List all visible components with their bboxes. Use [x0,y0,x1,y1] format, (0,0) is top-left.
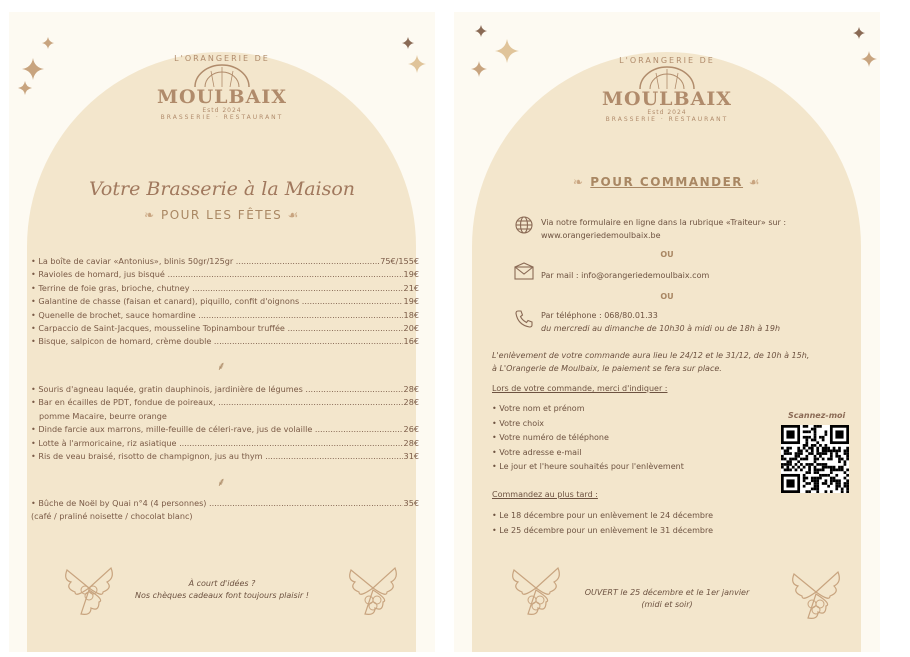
menu-item-label: • Dinde farcie aux marrons, mille-feuille de céleri-rave, jus de volaille ..... [31,424,403,434]
or-separator: OU [660,250,674,259]
footer-line: Nos chèques cadeaux font toujours plaisir ! [135,591,309,600]
opening-line: OUVERT le 25 décembre et le 1er janvier [584,588,750,597]
menu-item-price: 28€ [403,437,419,448]
menu-item-label: • Galantine de chasse (faisan et canard), piquillo, confit d'oignons ..... [31,296,403,306]
menu-item-label: • Souris d'agneau laquée, gratin dauphinois, jardinière de légumes ..... [31,384,403,394]
indicate-list [492,402,684,475]
menu-item-label: • Ravioles de homard, jus bisqué ..... [31,269,403,279]
logo-arc-text: L'ORANGERIE DE [619,56,715,65]
menu-item-continuation: (café / praliné noisette / chocolat blanc) [31,511,193,522]
dome-icon [187,63,257,87]
list-item: • Le 18 décembre pour un enlèvement le 24 décembre [492,511,713,520]
menu-item-price: 26€ [403,424,419,435]
sparkle-icon [474,24,488,38]
menu-item-price: 18€ [403,309,419,320]
sparkle-icon [41,36,55,50]
subtitle-text: POUR LES FÊTES [160,208,283,222]
list-item: • Le 25 décembre pour un enlèvement le 31 décembre [492,526,713,535]
sparkle-icon [401,36,415,50]
logo-tagline: BRASSERIE · RESTAURANT [160,114,284,121]
email-info[interactable]: Par mail : info@orangeriedemoulbaix.com [541,271,710,280]
menu-item-price: 19€ [403,269,419,280]
opening-line: (midi et soir) [641,600,693,609]
holly-sprig-icon: ☙ [743,175,761,189]
phone-icon [514,309,534,329]
phone-info [541,309,780,335]
opening-note [454,587,880,611]
online-form-info [541,216,786,242]
menu-item [31,498,419,511]
holly-sprig-icon: ❧ [573,175,591,189]
footer-line: À court d'idées ? [188,579,256,588]
starters-list [31,256,419,350]
logo-name: MOULBAIX [157,86,287,108]
menu-item-label: • Ris de veau braisé, risotto de champignon, jus au thym ..... [31,451,403,461]
mains-list [31,384,419,464]
menu-item [31,384,419,397]
left-menu-page [9,12,435,652]
indicate-title: Lors de votre commande, merci d'indiquer : [492,384,668,393]
gift-voucher-note [9,578,435,602]
menu-item-price: 28€ [403,397,419,408]
menu-item-price: 75€/155€ [380,256,419,266]
menu-item-label: • Quenelle de brochet, sauce homardine ..... [31,310,403,320]
menu-item-label: • Bisque, salpicon de homard, crème double ..... [31,336,403,346]
dessert-list [31,498,419,524]
order-title [454,175,880,189]
logo-tagline: BRASSERIE · RESTAURANT [605,116,729,123]
menu-item [31,397,419,410]
menu-item-price: 31€ [403,450,419,461]
deadline-title: Commandez au plus tard : [492,490,598,499]
list-item: • Votre numéro de téléphone [492,433,609,443]
sparkle-icon [852,26,866,40]
menu-item-price: 19€ [403,296,419,307]
menu-item [31,451,419,464]
menu-item [31,296,419,309]
list-item: • Votre nom et prénom [492,404,585,413]
pickup-info [492,349,809,375]
ornament-divider: ⸙ [216,359,228,373]
menu-item-label: • Carpaccio de Saint-Jacques, mousseline Topinambour truffée ..... [31,323,403,333]
menu-title: Votre Brasserie à la Maison [88,178,356,200]
qr-code[interactable] [780,425,850,493]
menu-item-price: 28€ [403,384,419,394]
menu-item-label: • Bar en écailles de PDT, fondue de poireaux, ..... [31,397,403,407]
pickup-line: à L'Orangerie de Moulbaix, le paiement se fera sur place. [492,364,722,373]
phone-number[interactable]: Par téléphone : 068/80.01.33 [541,311,658,320]
logo-estd: Estd 2024 [647,109,687,116]
menu-item-continuation: pomme Macaire, beurre orange [39,410,167,421]
restaurant-logo [454,56,880,123]
menu-item [31,424,419,437]
order-title-text: POUR COMMANDER [590,175,744,189]
pickup-line: L'enlèvement de votre commande aura lieu le 24/12 et le 31/12, de 10h à 15h, [492,351,810,360]
menu-item [31,256,419,269]
list-item: • Le jour et l'heure souhaités pour l'enlèvement [492,462,684,472]
menu-item-label: • La boîte de caviar «Antonius», blinis 50gr/125gr ..... [31,256,379,266]
phone-hours: du mercredi au dimanche de 10h30 à midi ou de 18h à 19h [541,324,781,333]
menu-item [31,336,419,349]
menu-item-label: • Lotte à l'armoricaine, riz asiatique ..... [31,438,403,448]
logo-estd: Estd 2024 [202,107,242,114]
or-separator: OU [660,292,674,301]
menu-item-label: • Bûche de Noël by Quai n°4 (4 personnes) ..... [31,498,403,508]
menu-item-price: 20€ [403,322,419,333]
list-item: • Votre adresse e-mail [492,447,582,457]
dome-icon [632,65,702,89]
right-order-page [454,12,880,652]
list-item: • Votre choix [492,418,545,428]
holly-sprig-icon: ❧ [144,208,161,222]
website-link[interactable]: www.orangeriedemoulbaix.be [541,231,661,240]
logo-name: MOULBAIX [602,88,732,110]
restaurant-logo [9,54,435,121]
menu-item [31,269,419,282]
menu-item [31,283,419,296]
menu-item [31,323,419,336]
menu-item-price: 16€ [403,336,419,347]
menu-item-label: • Terrine de foie gras, brioche, chutney ..... [31,283,403,293]
globe-icon [514,215,534,235]
deadline-list [492,508,713,538]
holly-sprig-icon: ☙ [282,208,300,222]
menu-subtitle [9,208,435,222]
logo-arc-text: L'ORANGERIE DE [174,54,270,63]
menu-item-price: 21€ [403,282,419,293]
menu-item-price: 35€ [403,498,419,508]
menu-item [31,438,419,451]
ornament-divider: ⸙ [216,475,228,489]
online-line: Via notre formulaire en ligne dans la rubrique «Traiteur» sur : [541,218,787,227]
mail-icon [514,262,534,280]
menu-item [31,310,419,323]
scan-label: Scannez-moi [788,411,846,420]
